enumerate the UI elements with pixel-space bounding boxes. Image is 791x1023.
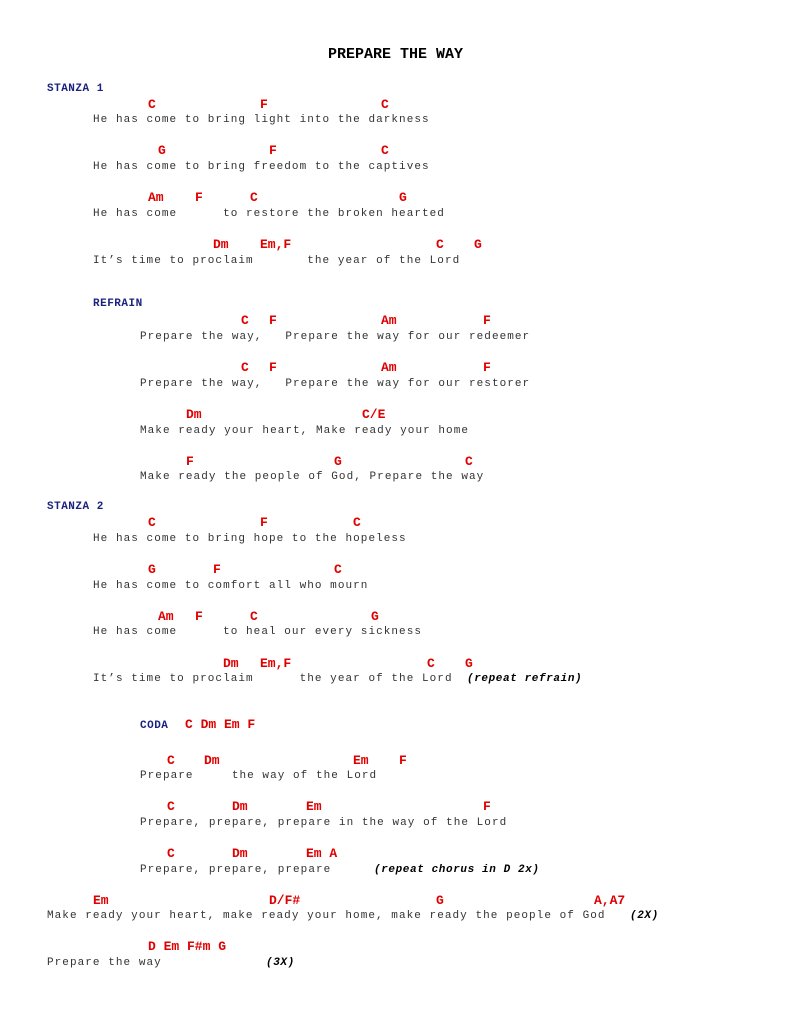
coda-chords: C Dm Em F [185,717,256,732]
chord: G [334,454,342,469]
section-label-stanza-1: STANZA 1 [47,83,104,95]
lyric-line: Prepare the way [47,957,162,969]
lyric-line: He has come to bring light into the darkness [93,114,430,126]
lyric-line: He has come to heal our every sickness [93,626,422,638]
chord: F [186,454,194,469]
chord: F [483,360,491,375]
chord: G [465,656,473,671]
lyric-line: Prepare, prepare, prepare [140,864,332,876]
chord: C [250,609,258,624]
chord: C [353,515,361,530]
chord: Am [381,360,397,375]
chord: Em [306,799,322,814]
chord: C [167,846,175,861]
chord: C [381,143,389,158]
chord: C [334,562,342,577]
chord: G [371,609,379,624]
chord: G [474,237,482,252]
chord: C [436,237,444,252]
chord: Em,F [260,656,292,671]
chord: Dm [232,799,248,814]
chord: F [269,360,277,375]
lyric-line: He has come to bring freedom to the captives [93,161,430,173]
chord: F [269,143,277,158]
chord: Em [353,753,369,768]
chord: D/F# [269,893,301,908]
chord: F [399,753,407,768]
chord: Am [158,609,174,624]
chord: G [436,893,444,908]
lyric-line: Make ready your heart, Make ready your home [140,425,469,437]
repeat-note: (repeat chorus in D 2x) [374,864,540,876]
lyric-line: Make ready your heart, make ready your home, make ready the people of God [47,910,606,922]
lyric-line: It’s time to proclaim the year of the Lord [93,255,461,267]
repeat-note: (repeat refrain) [467,673,583,685]
chord: G [148,562,156,577]
chord: C [167,753,175,768]
chord: Em,F [260,237,292,252]
chord: Am [148,190,164,205]
chord: F [483,799,491,814]
chord: G [399,190,407,205]
section-label-stanza-2: STANZA 2 [47,501,104,513]
lyric-line: It’s time to proclaim the year of the Lord [93,673,453,685]
chord: C/E [362,407,386,422]
chord: F [483,313,491,328]
lyric-line: Prepare the way of the Lord [140,770,378,782]
lyric-line: He has come to restore the broken hearted [93,208,445,220]
lyric-line: Prepare the way, Prepare the way for our restorer [140,378,531,390]
chord: C [465,454,473,469]
chord: Em [93,893,109,908]
chord: Em A [306,846,338,861]
chord: C [241,313,249,328]
chord: F [213,562,221,577]
chord: C [148,515,156,530]
section-label-refrain: REFRAIN [93,298,143,310]
chord: F [260,97,268,112]
chord: Dm [204,753,220,768]
chord: C [241,360,249,375]
chord: D Em F#m G [148,939,227,954]
repeat-note: (3X) [266,957,295,969]
chord: F [260,515,268,530]
chord: Dm [232,846,248,861]
repeat-note: (2X) [630,910,659,922]
song-title: PREPARE THE WAY [327,46,464,63]
lyric-line: Prepare, prepare, prepare in the way of the Lord [140,817,508,829]
lyric-line: Prepare the way, Prepare the way for our redeemer [140,331,531,343]
chord: C [250,190,258,205]
chord: Am [381,313,397,328]
chord: F [195,190,203,205]
lyric-line: Make ready the people of God, Prepare the way [140,471,485,483]
lyric-line: He has come to comfort all who mourn [93,580,369,592]
chord: A,A7 [594,893,626,908]
section-label-coda: CODA [140,720,169,732]
chord: C [381,97,389,112]
chord: Dm [223,656,239,671]
chord: F [195,609,203,624]
chord: Dm [186,407,202,422]
chord: F [269,313,277,328]
lyric-line: He has come to bring hope to the hopeless [93,533,407,545]
chord: C [148,97,156,112]
chord: C [167,799,175,814]
chord: C [427,656,435,671]
chord: G [158,143,166,158]
chord: Dm [213,237,229,252]
